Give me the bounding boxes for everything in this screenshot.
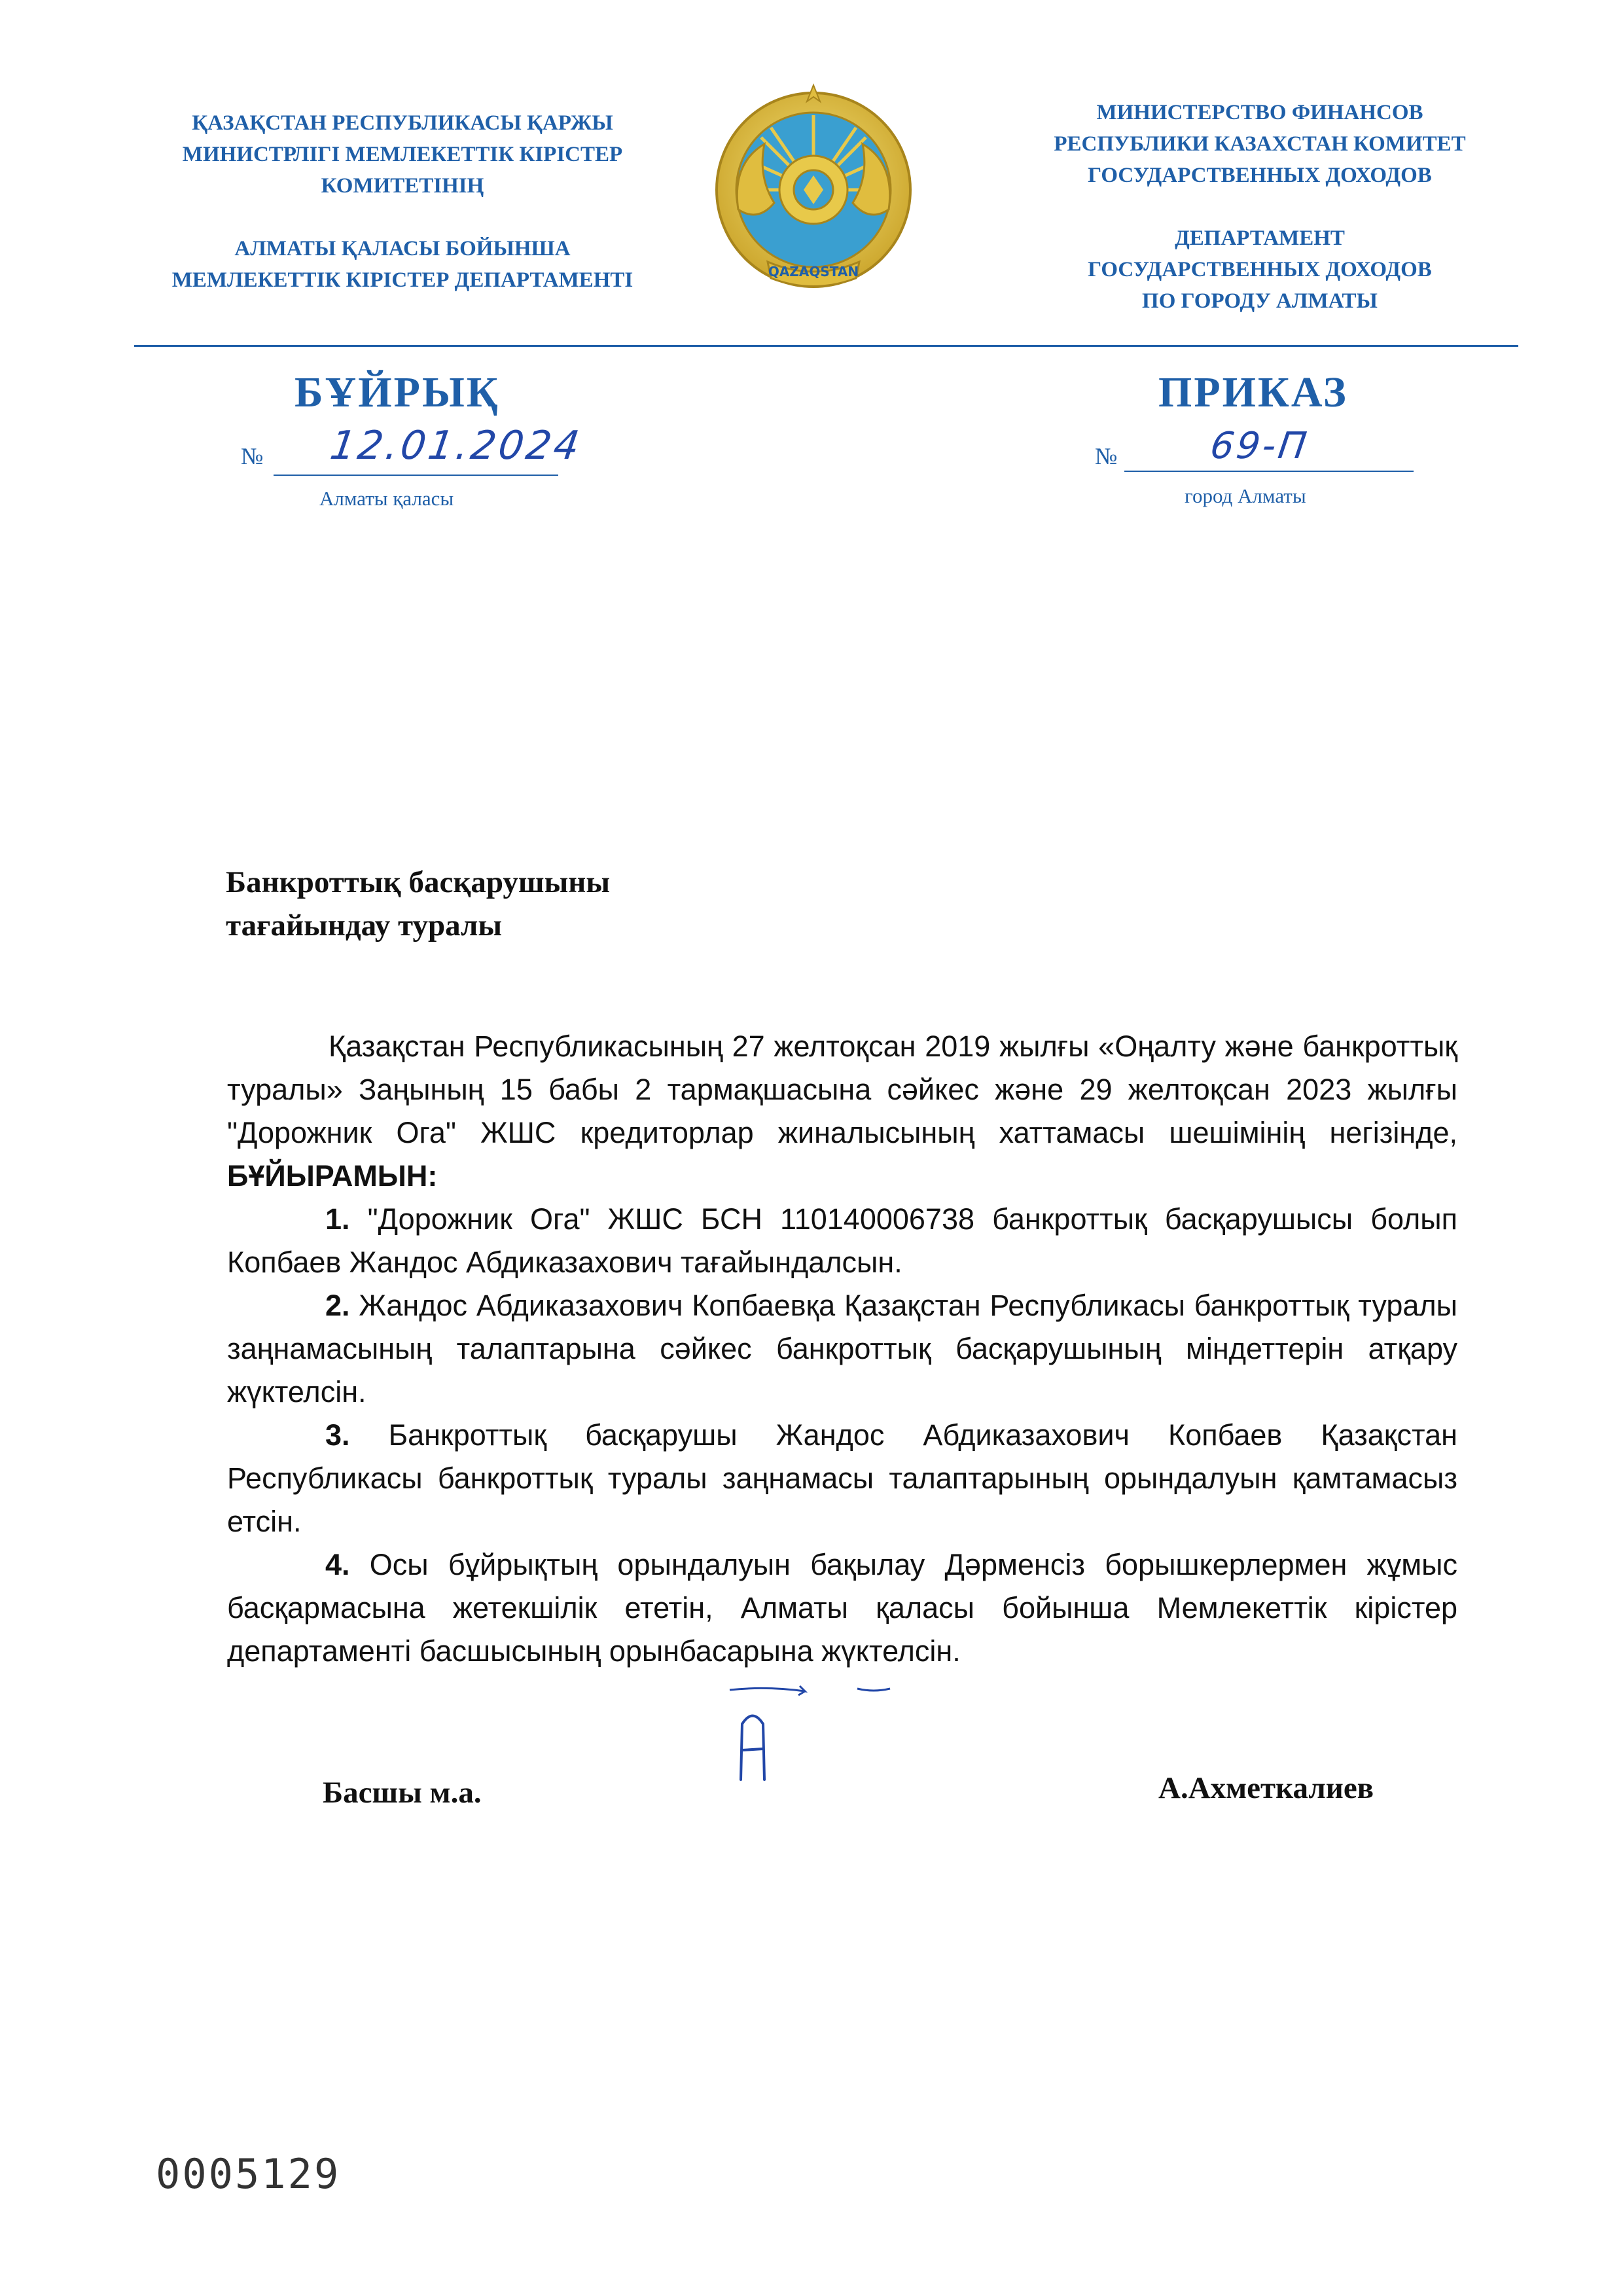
city-kz: Алматы қаласы bbox=[319, 487, 454, 510]
header-right-line: ГОСУДАРСТВЕННЫХ ДОХОДОВ bbox=[1088, 258, 1432, 281]
header-right-line: МИНИСТЕРСТВО ФИНАНСОВ bbox=[1096, 101, 1423, 124]
date-underline bbox=[274, 475, 558, 476]
preamble-paragraph bbox=[227, 1025, 1457, 1198]
item-number: 2. bbox=[325, 1289, 350, 1322]
order-item bbox=[227, 1543, 1457, 1673]
handwritten-order-number: 69-П bbox=[1207, 425, 1312, 467]
serial-number: 0005129 bbox=[156, 2150, 341, 2198]
order-subject bbox=[226, 861, 610, 947]
header-right-line: РЕСПУБЛИКИ КАЗАХСТАН КОМИТЕТ bbox=[1054, 132, 1466, 156]
header-left-line: МЕМЛЕКЕТТІК КІРІСТЕР ДЕПАРТАМЕНТІ bbox=[171, 268, 633, 292]
header-left-line: КОМИТЕТІНІҢ bbox=[321, 174, 484, 198]
order-title-ru: ПРИКАЗ bbox=[1158, 368, 1348, 416]
item-number: 3. bbox=[325, 1418, 350, 1452]
item-text: Осы бұйрықтың орындалуын бақылау Дәрменсіз борышкерлермен жұмыс басқармасына жетекшілік ететін, Алматы қаласы бойынша Мемлекеттік кірістер департаменті басшысының орынбасарына жүктелсін. bbox=[227, 1548, 1457, 1668]
state-emblem-icon bbox=[712, 72, 915, 314]
emblem-text: QAZAQSTAN bbox=[768, 264, 859, 279]
header-right-line: ГОСУДАРСТВЕННЫХ ДОХОДОВ bbox=[1088, 164, 1432, 187]
preamble-text: Қазақстан Республикасының 27 желтоқсан 2019 жылғы «Оңалту және банкроттық туралы» Заңының 15 бабы 2 тармақшасына сәйкес және 29 желтоқсан 2023 жылғы "Дорожник Ога" ЖШС кредиторлар жиналысының хаттамасы шешімінің негізінде, bbox=[227, 1030, 1457, 1149]
item-text: "Дорожник Ога" ЖШС БСН 110140006738 банкроттық басқарушысы болып Копбаев Жандос Абдиказахович тағайындалсын. bbox=[227, 1202, 1457, 1279]
signer-role: Басшы м.а. bbox=[323, 1776, 482, 1810]
item-number: 4. bbox=[325, 1548, 350, 1581]
header-divider bbox=[134, 345, 1518, 347]
header-left-kz bbox=[98, 107, 707, 296]
number-underline bbox=[1124, 471, 1414, 472]
signer-name: А.Ахметкалиев bbox=[1158, 1771, 1374, 1805]
number-sign-right: № bbox=[1095, 443, 1118, 469]
header-left-line: МИНИСТРЛІГІ МЕМЛЕКЕТТІК КІРІСТЕР bbox=[182, 143, 623, 166]
header-right-line: ПО ГОРОДУ АЛМАТЫ bbox=[1142, 289, 1378, 313]
header-left-line: ҚАЗАҚСТАН РЕСПУБЛИКАСЫ ҚАРЖЫ bbox=[192, 111, 613, 135]
pen-underline-mark bbox=[726, 1677, 897, 1703]
header-right-ru bbox=[955, 97, 1564, 317]
item-number: 1. bbox=[325, 1202, 350, 1236]
order-item bbox=[227, 1284, 1457, 1414]
subject-line: тағайындау туралы bbox=[226, 908, 503, 942]
directive: БҰЙЫРАМЫН: bbox=[227, 1159, 438, 1193]
item-text: Жандос Абдиказахович Копбаевқа Қазақстан Республикасы банкроттық туралы заңнамасының талаптарына сәйкес банкроттық басқарушының міндеттерін атқару жүктелсін. bbox=[227, 1289, 1457, 1408]
handwritten-date: 12.01.2024 bbox=[327, 423, 585, 469]
header-left-line: АЛМАТЫ ҚАЛАСЫ БОЙЫНША bbox=[234, 237, 571, 260]
order-item bbox=[227, 1198, 1457, 1284]
order-item bbox=[227, 1414, 1457, 1543]
subject-line: Банкроттық басқарушыны bbox=[226, 865, 611, 899]
handwritten-initial-icon bbox=[733, 1711, 772, 1783]
order-body bbox=[227, 1025, 1457, 1673]
item-text: Банкроттық басқарушы Жандос Абдиказахович Копбаев Қазақстан Республикасы банкроттық туралы заңнамасы талаптарының орындалуын қамтамасыз етсін. bbox=[227, 1418, 1457, 1538]
header-right-line: ДЕПАРТАМЕНТ bbox=[1175, 226, 1345, 250]
order-title-kz: БҰЙРЫҚ bbox=[294, 368, 500, 416]
number-sign-left: № bbox=[241, 443, 264, 469]
city-ru: город Алматы bbox=[1185, 484, 1306, 507]
